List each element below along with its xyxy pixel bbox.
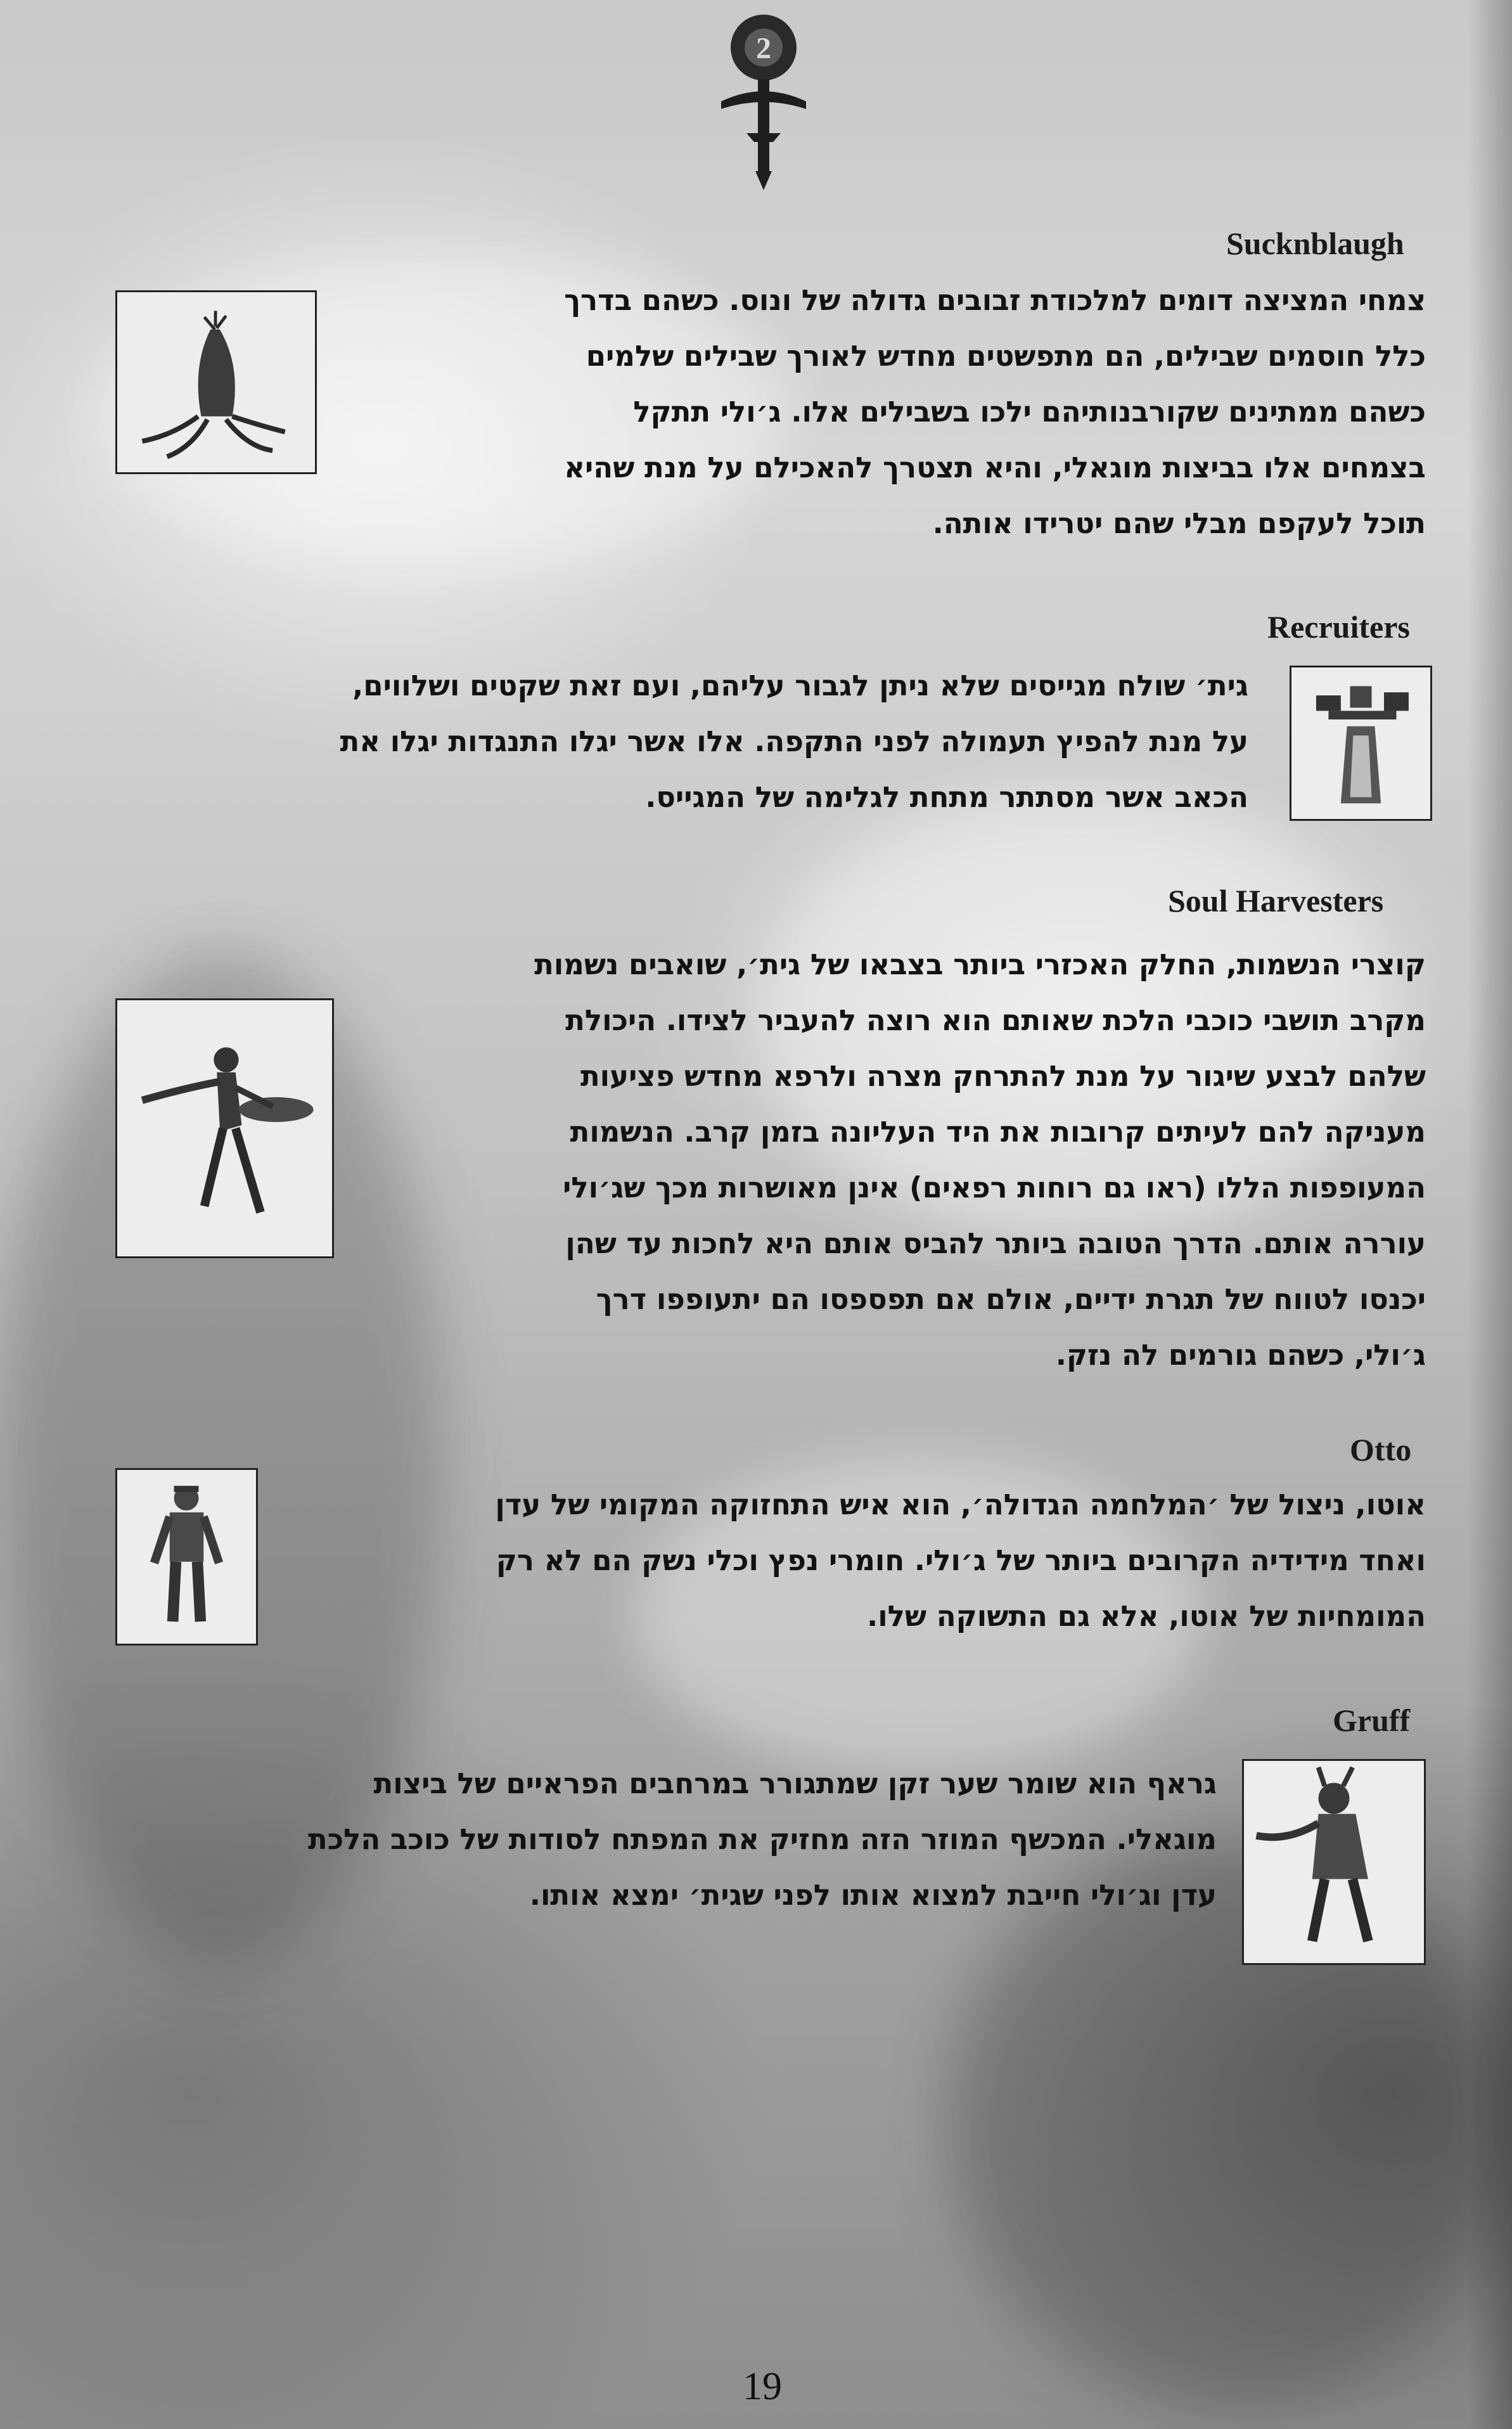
text-line: גראף הוא שומר שער זקן שמתגורר במרחבים הפראיים של ביצות — [373, 1767, 1217, 1800]
text-line: אוטו, ניצול של ׳המלחמה הגדולה׳, הוא איש התחזוקה המקומי של עדן — [495, 1488, 1426, 1521]
text-line: כשהם ממתינים שקורבנותיהם ילכו בשבילים אלו. ג׳ולי תתקל — [633, 395, 1426, 428]
venus-flytrap-plant-icon — [115, 290, 317, 474]
game-logo-emblem-icon — [716, 6, 811, 190]
text-line: ואחד מידידיה הקרובים ביותר של ג׳ולי. חומרי נפץ וכלי נשק הם לא רק — [496, 1543, 1426, 1577]
entry-description — [127, 658, 1248, 825]
entry-title: Recruiters — [1267, 609, 1410, 645]
page-edge-shadow — [1468, 0, 1512, 2429]
entry-description — [127, 1756, 1217, 1923]
text-line: תוכל לעקפם מבלי שהם יטרידו אותה. — [932, 506, 1426, 540]
entry-description — [355, 937, 1426, 1383]
text-line: עוררה אותם. הדרך הטובה ביותר להביס אותם היא לחכות עד שהן — [565, 1227, 1426, 1260]
page-number: 19 — [743, 2365, 782, 2408]
entry-title: Otto — [1350, 1432, 1412, 1467]
entry-title: Gruff — [1333, 1703, 1411, 1738]
text-line: קוצרי הנשמות, החלק האכזרי ביותר בצבאו של גית׳, שואבים נשמות — [534, 948, 1426, 981]
text-line: גית׳ שולח מגייסים שלא ניתן לגבור עליהם, ועם זאת שקטים ושלווים, — [352, 669, 1248, 702]
svg-text:2: 2 — [756, 32, 771, 65]
text-line: צמחי המציצה דומים למלכודת זבובים גדולה של ונוס. כשהם בדרך — [564, 283, 1426, 317]
text-line: מקרב תושבי כוכבי הלכת שאותם הוא רוצה להעביר לצידו. היכולת — [565, 1003, 1426, 1037]
text-line: מעניקה להם לעיתים קרובות את היד העליונה בזמן קרב. הנשמות — [570, 1115, 1426, 1149]
otto-figure-icon — [115, 1468, 258, 1646]
soul-harvester-figure-icon — [115, 998, 334, 1258]
text-line: כלל חוסמים שבילים, הם מתפשטים מחדש לאורך שבילים שלמים — [586, 339, 1426, 373]
text-line: ג׳ולי, כשהם גורמים לה נזק. — [1055, 1338, 1426, 1372]
text-line: על מנת להפיץ תעמולה לפני התקפה. אלו אשר יגלו התנגדות יגלו את — [340, 725, 1248, 758]
entry-title: Sucknblaugh — [1226, 226, 1404, 261]
recruiter-figure-icon — [1290, 666, 1432, 821]
gruff-creature-icon — [1242, 1759, 1426, 1965]
entry-title: Soul Harvesters — [1168, 883, 1384, 918]
text-line: הכאב אשר מסתתר מתחת לגלימה של המגייס. — [645, 780, 1248, 814]
text-line: מוגאלי. המכשף המוזר הזה מחזיק את המפתח לסודות של כוכב הלכת — [307, 1822, 1217, 1856]
text-line: עדן וג׳ולי חייבת למצוא אותו לפני שגית׳ ימצא אותו. — [529, 1878, 1217, 1912]
entry-description — [292, 1477, 1426, 1644]
text-line: המעופפות הללו (ראו גם רוחות רפאים) אינן מאושרות מכך שג׳ולי — [563, 1171, 1426, 1204]
entry-description — [355, 273, 1426, 551]
text-line: בצמחים אלו בביצות מוגאלי, והיא תצטרך להאכילם על מנת שהיא — [564, 451, 1426, 484]
text-line: יכנסו לטווח של תגרת ידיים, אולם אם תפספסו הם יתעופפו דרך — [596, 1282, 1426, 1316]
text-line: שלהם לבצע שיגור על מנת להתרחק מצרה ולרפא מחדש פציעות — [580, 1059, 1426, 1093]
text-line: המומחיות של אוטו, אלא גם התשוקה שלו. — [867, 1599, 1426, 1633]
